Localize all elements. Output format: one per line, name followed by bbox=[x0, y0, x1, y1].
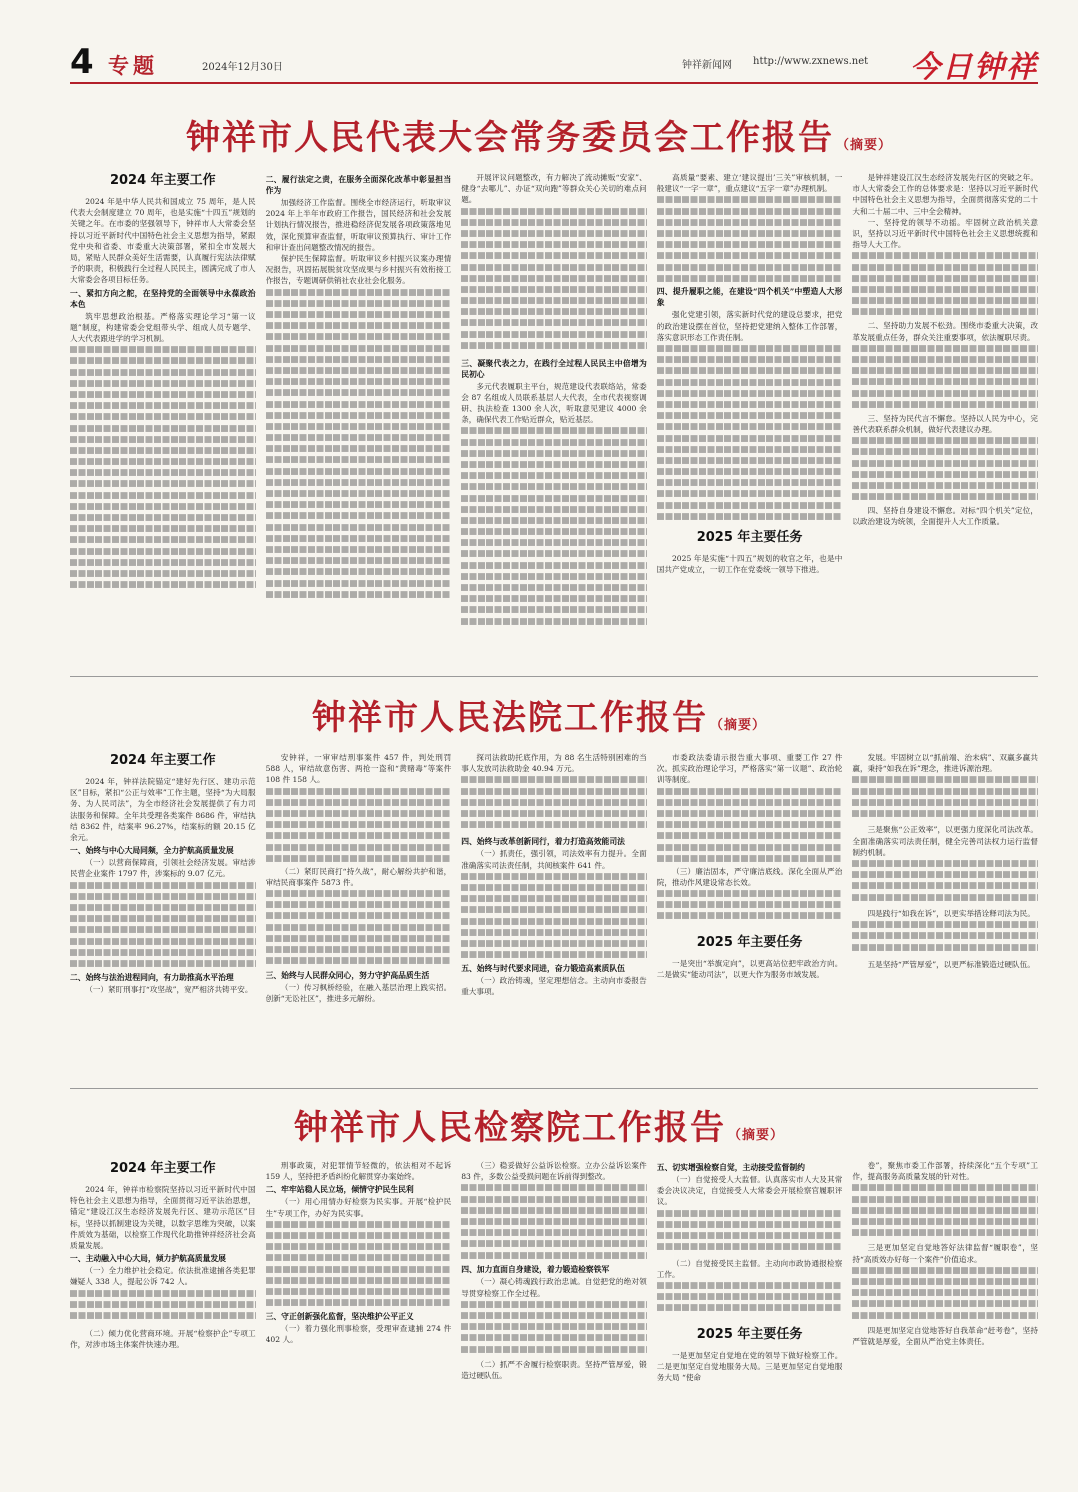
article-column bbox=[70, 172, 256, 662]
paragraph: 高质量“要素、建立‘建议提出’三关”审核机制，一般建议“一字一章”，重点建议“五字一章”办理机制。 bbox=[656, 173, 843, 194]
subheading: 四、提升履职之能，在建设“四个机关”中塑造人大形象 bbox=[656, 287, 843, 308]
paragraph: （二）紧盯民商打“持久战”，耐心解纷共护和谐，审结民商事案件 5873 件。 bbox=[265, 866, 452, 887]
subheading: 五、切实增强检察自觉，主动接受监督制约 bbox=[656, 1163, 805, 1172]
text-lines bbox=[70, 344, 256, 594]
paragraph: 二、坚持助力发展不松劲。围绕市委重大决策，改革发展重点任务，群众关注重要事项，依法履职尽责。 bbox=[852, 321, 1038, 342]
text-lines bbox=[657, 888, 843, 928]
subheading: 一、主动融入中心大局，倾力护航高质量发展 bbox=[70, 1254, 226, 1264]
site-url[interactable]: http://www.zxnews.net bbox=[753, 56, 869, 67]
text-lines bbox=[852, 435, 1038, 505]
article-column bbox=[70, 752, 256, 1074]
subheading: 二、履行法定之责，在服务全面深化改革中彰显担当作为 bbox=[265, 175, 452, 195]
article-column bbox=[852, 172, 1038, 662]
text-lines bbox=[461, 206, 647, 356]
subheading: 二、始终与法治进程同向，有力助推高水平治理 bbox=[70, 972, 234, 982]
paragraph: 2025 年是实施“十四五”规划的收官之年，也是中国共产党成立，一切工作在党委统一领导下推进。 bbox=[656, 554, 843, 575]
article-column bbox=[657, 1160, 843, 1472]
subheading: 四、始终与改革创新同行，着力打造高效能司法 bbox=[461, 837, 625, 847]
paragraph: （一）凝心铸魂践行政治忠诚。自觉把党的绝对领导贯穿检察工作全过程。 bbox=[461, 1277, 647, 1298]
text-lines bbox=[70, 1288, 256, 1328]
section-divider bbox=[70, 1088, 1038, 1089]
paragraph: 加强经济工作监督。围绕全市经济运行，听取审议 2024 年上半年市政府工作报告，国民经济和社会发展计划执行情况报告，推进稳经济促发展各项政策落地见效，深化预算审查监督，听取审议预算执行、审计工作和审计查出问题整改情况的报告。 bbox=[265, 198, 452, 252]
paragraph: 2024 年，钟祥法院锚定“建好先行区、建功示范区”目标，紧扣“公正与效率”工作主题，坚持“为大局服务、为人民司法”，为全市经济社会发展提供了有力司法服务和保障。全年共受理各类案件 8686 件，审结执结 8362 件，结案率 96.27%，结案标的额 20.15 亿余元。 bbox=[70, 777, 256, 843]
paragraph: 三是更加坚定自觉地答好法律监督“履职卷”，坚持“高质效办好每一个案件”价值追求。 bbox=[852, 1243, 1038, 1264]
paragraph: 2024 年是中华人民共和国成立 75 周年，是人民代表大会制度建立 70 周年，也是实施“十四五”规划的关键之年。在市委的坚强领导下，钟祥市人大常委会坚持以习近平新时代中国特色社会主义思想为指导，紧跟党中央和省委、市委重大决策部署，紧扣全市发展大局，紧贴人民群众美好生活需要，认真履行宪法法律赋予的职责，积极践行全过程人民民主，圆满完成了市人大常委会各项目标任务。 bbox=[70, 197, 256, 285]
section-title-npc bbox=[0, 110, 1078, 159]
article-column bbox=[70, 1160, 256, 1472]
text-lines bbox=[852, 1265, 1038, 1325]
paragraph: （一）传习枫桥经验，在融入基层治理上践实招。创新“无讼社区”，推进多元解纷。 bbox=[265, 983, 452, 1004]
article-column bbox=[266, 752, 452, 1074]
subheading: 五、始终与时代要求同进，奋力锻造高素质队伍 bbox=[461, 963, 625, 973]
article-column bbox=[266, 172, 452, 662]
text-lines bbox=[461, 1182, 647, 1262]
paragraph: （一）紧盯刑事打“攻坚战”，宽严相济共铸平安。 bbox=[85, 984, 253, 994]
text-lines bbox=[657, 1208, 843, 1258]
paragraph: 四、坚持自身建设不懈怠。对标“四个机关”定位，以政治建设为统领，全面提升人大工作质量。 bbox=[852, 506, 1038, 527]
article-column bbox=[852, 752, 1038, 1074]
section-body-npc bbox=[70, 172, 1038, 662]
paragraph: （一）全力维护社会稳定。依法批准逮捕各类犯罪嫌疑人 338 人，提起公诉 742 人。 bbox=[70, 1266, 256, 1287]
paragraph: 四是践行“如我在诉”，以更实举措诠释司法为民。 bbox=[867, 909, 1035, 919]
paragraph: 市委政法委请示报告重大事项、重要工作 27 件次。抓实政治理论学习，严格落实“第一议题”、政治轮训等制度。 bbox=[656, 753, 843, 785]
paragraph: 一是更加坚定自觉地在党的领导下做好检察工作。二是更加坚定自觉地服务大局。三是更加坚定自觉地服务大局 “使命 bbox=[656, 1351, 843, 1383]
subheading: 二、牢牢站稳人民立场，倾情守护民生民利 bbox=[265, 1185, 414, 1195]
subsection-heading: 2025 年主要任务 bbox=[696, 935, 803, 951]
subheading: 三、守正创新强化监督，坚决维护公平正义 bbox=[265, 1311, 414, 1321]
column-name: 专题 bbox=[108, 54, 158, 78]
section-body-procuratorate bbox=[70, 1160, 1038, 1472]
text-lines bbox=[852, 774, 1038, 824]
paragraph: 是钟祥建设江汉生态经济发展先行区的突破之年。市人大常委会工作的总体要求是：坚持以习近平新时代中国特色社会主义思想为指导，全面贯彻落实党的二十大和二十届二中、三中全会精神。 bbox=[852, 173, 1038, 216]
page-number: 4 bbox=[70, 42, 94, 82]
section-title-text: 钟祥市人民检察院工作报告 bbox=[293, 1108, 726, 1148]
paragraph: 强化党建引领，落实新时代党的建设总要求，把党的政治建设摆在首位，坚持把党建纳入整体工作部署，落实意识形态工作责任制。 bbox=[656, 310, 843, 342]
article-column bbox=[461, 1160, 647, 1472]
article-column bbox=[461, 752, 647, 1074]
subsection-heading: 2024 年主要工作 bbox=[109, 173, 216, 188]
subheading: 四、加力直面自身建设，着力锻造检察铁军 bbox=[461, 1265, 610, 1275]
text-lines bbox=[266, 786, 452, 866]
paragraph: 安钟祥，一审审结刑事案件 457 件，判处刑罚 588 人，审结故意伤害、两抢一盗和“黄赌毒”等案件 108 件 158 人。 bbox=[265, 753, 452, 785]
text-lines bbox=[657, 1280, 843, 1320]
paragraph: 探司法救助托底作用，为 88 名生活特别困难的当事人发放司法救助金 40.94 万元。 bbox=[461, 753, 647, 774]
text-lines bbox=[657, 194, 843, 284]
paragraph: 四是更加坚定自觉地答好自我革命“赶考卷”，坚持严管就是厚爱，全面从严治党主体责任。 bbox=[852, 1325, 1038, 1347]
section-title-procuratorate bbox=[0, 1100, 1078, 1149]
paragraph: 三、坚持为民代言不懈怠。坚持以人民为中心，完善代表联系群众机制，做好代表建议办理。 bbox=[852, 413, 1038, 435]
subsection-heading: 2025 年主要任务 bbox=[696, 1327, 803, 1343]
paragraph: （一）抓责任，强引领，司法效率有力提升。全面准确落实司法责任制，共阅核案件 641 件。 bbox=[461, 849, 647, 870]
masthead bbox=[70, 40, 1038, 84]
paragraph: 一、坚持党的领导不动摇。牢固树立政治机关意识，坚持以习近平新时代中国特色社会主义思想统揽和指导人大工作。 bbox=[852, 217, 1038, 250]
section-divider bbox=[70, 676, 1038, 677]
text-lines bbox=[852, 1182, 1038, 1242]
paragraph: （一）自觉接受人大监督。认真落实市人大及其常委会决议决定，自觉接受人大常委会开展检察官履职评议。 bbox=[656, 1175, 843, 1207]
paragraph: （一）用心用情办好检察为民实事。开展“检护民生”专项工作，办好为民实事。 bbox=[265, 1197, 452, 1218]
section-body-court bbox=[70, 752, 1038, 1074]
text-lines bbox=[266, 287, 452, 607]
text-lines bbox=[461, 425, 647, 625]
section-title-tag: （摘要） bbox=[727, 1128, 784, 1143]
subsection-heading: 2025 年主要任务 bbox=[696, 530, 803, 546]
paragraph: （一）着力强化刑事检察，受理审查逮捕 274 件 402 人。 bbox=[265, 1323, 452, 1345]
paragraph: （三）廉洁固本，严守廉洁底线。深化全面从严治院，推动作风建设常态长效。 bbox=[656, 866, 843, 887]
paragraph: 多元代表履职主平台，规范建设代表联络站，常委会 87 名组成人员联系基层人大代表，全市代表视察调研、执法检查 1300 余人次，听取意见建议 4000 余条，确保代表工作贴近群众，贴近基层。 bbox=[461, 381, 647, 425]
newspaper-logo: 今日钟祥 bbox=[910, 50, 1038, 85]
text-lines bbox=[852, 343, 1038, 413]
paragraph: 发展。牢固树立以“抓前端、治未病”、双赢多赢共赢，秉持“如我在诉”理念，推进诉源治理。 bbox=[852, 753, 1038, 774]
issue-date: 2024年12月30日 bbox=[202, 62, 283, 73]
paragraph: （一）政治铸魂，坚定理想信念。主动向市委报告重大事项。 bbox=[461, 975, 647, 997]
paragraph: （二）倾力优化营商环境。开展“检察护企”专项工作，对涉市场主体案件快速办理。 bbox=[70, 1328, 256, 1349]
section-title-tag: （摘要） bbox=[709, 718, 766, 733]
text-lines bbox=[852, 858, 1038, 908]
paragraph: 刑事政策，对犯罪情节轻微的，依法相对不起诉 159 人，坚持把矛盾纠纷化解贯穿办案始终。 bbox=[265, 1161, 452, 1182]
text-lines bbox=[266, 888, 452, 968]
article-column bbox=[266, 1160, 452, 1472]
text-lines bbox=[70, 880, 256, 970]
text-lines bbox=[461, 871, 647, 961]
article-column bbox=[657, 752, 843, 1074]
paragraph: 一是突出“举旗定向”，以更高站位把牢政治方向。二是做实“能动司法”，以更大作为服务市域发展。 bbox=[656, 959, 843, 980]
paragraph: （二）抓严不舍履行检察职责。坚持严管厚爱，锻造过硬队伍。 bbox=[461, 1359, 647, 1381]
text-lines bbox=[266, 1219, 452, 1309]
paragraph: （一）以营商保障商，引领社会经济发展。审结涉民营企业案件 1797 件，涉案标的 9.07 亿元。 bbox=[70, 858, 256, 879]
paragraph: （三）稳妥做好公益诉讼检察。立办公益诉讼案件 83 件，多数公益受损问题在诉前得到整改。 bbox=[461, 1161, 647, 1182]
paragraph: （二）自觉接受民主监督。主动向市政协通报检察工作。 bbox=[656, 1258, 843, 1279]
subheading: 一、始终与中心大局同频，全力护航高质量发展 bbox=[70, 846, 234, 856]
text-lines bbox=[852, 919, 1038, 959]
section-title-text: 钟祥市人民代表大会常务委员会工作报告 bbox=[185, 118, 834, 158]
subheading: 三、凝聚代表之力，在践行全过程人民民主中倍增为民初心 bbox=[461, 358, 647, 379]
subsection-heading: 2024 年主要工作 bbox=[109, 1161, 216, 1176]
article-column bbox=[657, 172, 843, 662]
site-name: 钟祥新闻网 bbox=[682, 60, 732, 71]
paragraph: 五是坚持“严管厚爱”，以更严标准锻造过硬队伍。 bbox=[867, 960, 1035, 970]
paragraph: 筑牢思想政治根基。严格落实理论学习“第一议题”制度，构建常委会党组带头学、组成人员专题学、人大代表跟进学的学习机制。 bbox=[70, 311, 256, 344]
article-column bbox=[461, 172, 647, 662]
text-lines bbox=[657, 343, 843, 523]
paragraph: 卷”，聚焦市委工作部署，持续深化“五个专项”工作，提高服务高质量发展的针对性。 bbox=[852, 1161, 1038, 1182]
section-title-text: 钟祥市人民法院工作报告 bbox=[311, 698, 708, 738]
paragraph: 开展评议问题整改，有力解决了流动摊贩“安家”、健身“去哪儿”、办证“双向跑”等群众关心关切的难点问题。 bbox=[461, 173, 647, 205]
text-lines bbox=[461, 774, 647, 834]
section-title-court bbox=[0, 690, 1078, 739]
paragraph: 三是聚焦“公正效率”，以更强力度深化司法改革。全面准确落实司法责任制，健全完善司法权力运行监督制约机制。 bbox=[852, 825, 1038, 857]
text-lines bbox=[461, 1299, 647, 1359]
subheading: 三、始终与人民群众同心，努力守护高品质生活 bbox=[265, 971, 430, 981]
paragraph: 2024 年，钟祥市检察院坚持以习近平新时代中国特色社会主义思想为指导，全面贯彻习近平法治思想，锚定“建设江汉生态经济发展先行区、建功示范区”目标，坚持以抓制建设为关键，以数字思维为突破，以案件质效为基础，以检察工作现代化助推钟祥经济社会高质量发展。 bbox=[70, 1185, 256, 1251]
text-lines bbox=[657, 786, 843, 866]
article-column bbox=[852, 1160, 1038, 1472]
text-lines bbox=[852, 250, 1038, 320]
section-title-tag: （摘要） bbox=[835, 138, 892, 153]
subheading: 一、紧扣方向之舵，在坚持党的全面领导中永葆政治本色 bbox=[70, 288, 256, 309]
paragraph: 保护民生保障监督。听取审议乡村振兴议案办理情况报告，巩固拓展脱贫攻坚成果与乡村振兴有效衔接工作报告，专题调研供销社农业社会化服务。 bbox=[265, 254, 452, 286]
subsection-heading: 2024 年主要工作 bbox=[109, 753, 216, 768]
